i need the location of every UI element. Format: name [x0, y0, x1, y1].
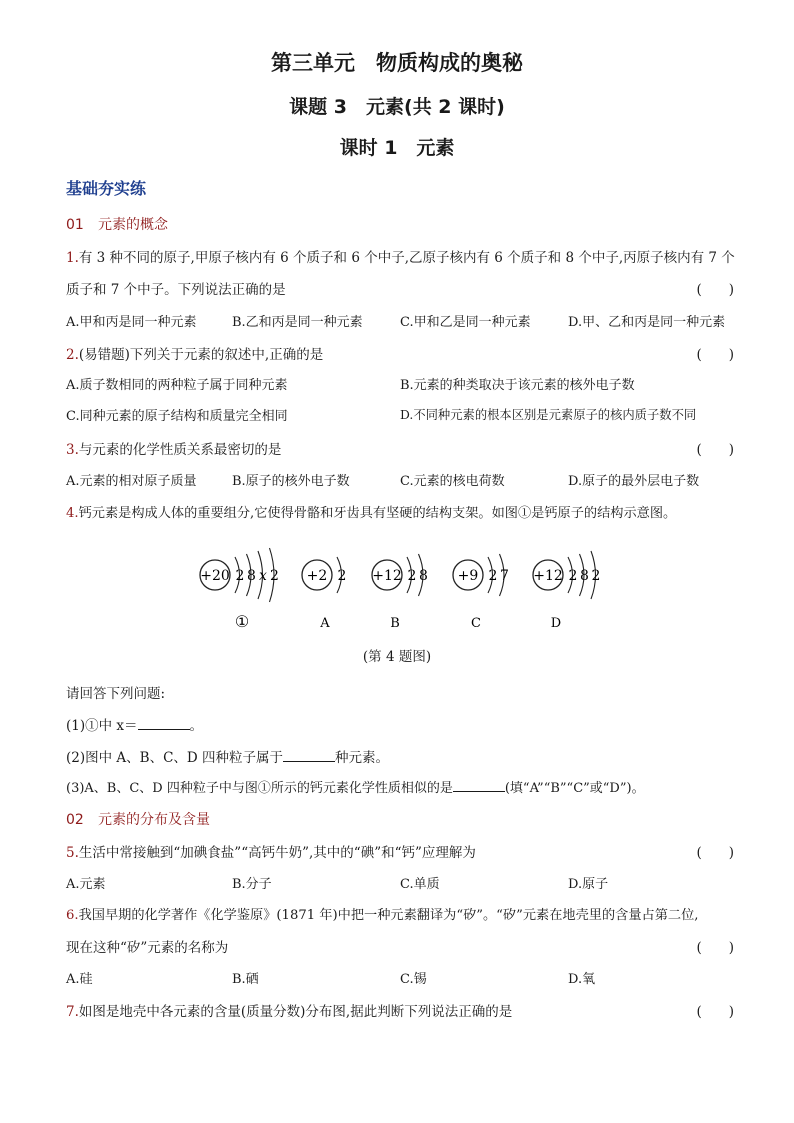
question-5	[66, 841, 476, 861]
nucleus-charge: +12	[372, 568, 402, 584]
shell-electron-count: 2	[337, 568, 347, 584]
shell-electron-count: 2	[235, 568, 245, 584]
answer-paren: ( )	[696, 1004, 734, 1020]
atom-diagram-4	[533, 551, 600, 631]
section-heading: 基础夯实练	[66, 179, 147, 198]
subsection-01	[66, 214, 168, 234]
atom-label: C	[471, 616, 481, 631]
option-d: D.原子的最外层电子数	[568, 474, 700, 489]
part-text: (3)A、B、C、D 四种粒子中与图①所示的钙元素化学性质相似的是	[66, 781, 453, 796]
question-4	[66, 502, 676, 521]
answer-paren: ( )	[696, 845, 734, 861]
part-text: (2)图中 A、B、C、D 四种粒子属于	[66, 750, 284, 766]
question-4-part-2	[66, 746, 389, 766]
question-number: 5.	[66, 845, 79, 861]
option-d: D.氧	[568, 972, 596, 987]
atom-diagram-1	[302, 557, 346, 631]
question-number: 1.	[66, 250, 79, 266]
question-number: 2.	[66, 347, 79, 363]
question-number: 6.	[66, 908, 79, 923]
shell-electron-count: 8	[580, 568, 589, 584]
question-text: (易错题)下列关于元素的叙述中,正确的是	[78, 347, 324, 363]
question-2	[66, 343, 323, 363]
nucleus-charge: +20	[200, 568, 230, 584]
shell-electron-count: 2	[568, 568, 578, 584]
shell-electron-count: 2	[591, 568, 601, 584]
shell-electron-count: x	[259, 568, 267, 584]
question-number: 3.	[66, 442, 79, 458]
option-b: B.分子	[232, 877, 272, 892]
option-a: A.元素的相对原子质量	[66, 474, 197, 489]
question-text: 有 3 种不同的原子,甲原子核内有 6 个质子和 6 个中子,乙原子核内有 6 个质子和 8 个中子,丙原子核内有 7 个	[78, 250, 735, 266]
lesson-title: 课题 3 元素(共 2 课时)	[289, 96, 505, 118]
shell-electron-count: 2	[488, 568, 498, 584]
question-4-part-3	[66, 777, 645, 796]
option-b: B.硒	[232, 972, 259, 987]
atom-label: A	[320, 616, 330, 631]
option-c: C.单质	[400, 877, 440, 892]
option-d: D.甲、乙和丙是同一种元素	[568, 315, 726, 330]
period-title: 课时 1 元素	[339, 137, 455, 159]
atom-diagram-2	[372, 554, 428, 631]
atom-label: D	[550, 616, 562, 631]
subsection-title: 元素的分布及含量	[98, 812, 210, 828]
answer-paren: ( )	[696, 282, 734, 298]
option-b: B.元素的种类取决于该元素的核外电子数	[400, 378, 635, 393]
shell-electron-count: 2	[270, 568, 279, 584]
answer-paren: ( )	[696, 347, 734, 363]
unit-title: 第三单元 物质构成的奥秘	[271, 51, 523, 75]
question-4-part-1	[66, 714, 203, 734]
question-7	[66, 1000, 512, 1020]
nucleus-charge: +2	[306, 568, 328, 584]
atom-label: B	[390, 616, 400, 631]
subsection-02	[66, 809, 210, 829]
answer-blank[interactable]	[138, 728, 190, 730]
question-6-line1	[66, 904, 698, 923]
option-c: C.同种元素的原子结构和质量完全相同	[66, 409, 288, 424]
question-6-line2: 现在这种“矽”元素的名称为	[66, 940, 229, 956]
atom-diagram-0	[200, 548, 279, 631]
subsection-number: 01	[66, 217, 84, 233]
question-1-line2: 质子和 7 个中子。下列说法正确的是	[66, 282, 286, 298]
question-number: 4.	[66, 506, 79, 521]
question-text: 生活中常接触到“加碘食盐”“高钙牛奶”,其中的“碘”和“钙”应理解为	[78, 845, 476, 861]
figure-caption: (第 4 题图)	[362, 649, 432, 665]
part-text-end: 。	[189, 718, 204, 734]
answer-paren: ( )	[696, 442, 734, 458]
question-text: 如图是地壳中各元素的含量(质量分数)分布图,据此判断下列说法正确的是	[78, 1004, 513, 1020]
option-b: B.原子的核外电子数	[232, 474, 350, 489]
answer-paren: ( )	[696, 940, 734, 956]
atom-label: ①	[234, 612, 250, 631]
question-number: 7.	[66, 1004, 79, 1020]
option-c: C.甲和乙是同一种元素	[400, 315, 531, 330]
atom-diagram-3	[453, 554, 509, 631]
option-d: D.原子	[568, 877, 609, 892]
question-3	[66, 438, 281, 458]
answer-prompt: 请回答下列问题:	[66, 686, 166, 702]
part-text-end: (填“A”“B”“C”或“D”)。	[504, 781, 645, 796]
shell-electron-count: 8	[419, 568, 428, 584]
option-c: C.锡	[400, 972, 427, 987]
question-text: 我国早期的化学著作《化学鉴原》(1871 年)中把一种元素翻译为“矽”。“矽”元素在地壳里的含量占第二位,	[78, 908, 699, 923]
subsection-title: 元素的概念	[98, 217, 168, 233]
atom-structure-diagram	[190, 535, 620, 635]
answer-blank[interactable]	[283, 760, 335, 762]
subsection-number: 02	[66, 812, 84, 828]
question-text: 钙元素是构成人体的重要组分,它使得骨骼和牙齿具有坚硬的结构支架。如图①是钙原子的结构示意图。	[78, 506, 677, 521]
question-text: 与元素的化学性质关系最密切的是	[78, 442, 282, 458]
option-a: A.硅	[66, 972, 93, 987]
shell-electron-count: 7	[500, 568, 509, 584]
nucleus-charge: +12	[533, 568, 563, 584]
option-a: A.甲和丙是同一种元素	[66, 315, 197, 330]
answer-blank[interactable]	[453, 790, 505, 792]
option-a: A.元素	[66, 877, 106, 892]
option-b: B.乙和丙是同一种元素	[232, 315, 363, 330]
nucleus-charge: +9	[457, 568, 479, 584]
shell-electron-count: 2	[407, 568, 417, 584]
option-a: A.质子数相同的两种粒子属于同种元素	[66, 378, 288, 393]
part-text: (1)①中 x＝	[66, 718, 138, 734]
option-d: D.不同种元素的根本区别是元素原子的核内质子数不同	[400, 408, 697, 422]
shell-electron-count: 8	[247, 568, 256, 584]
option-c: C.元素的核电荷数	[400, 474, 505, 489]
question-1-line1	[66, 246, 735, 266]
part-text-end: 种元素。	[335, 750, 390, 766]
